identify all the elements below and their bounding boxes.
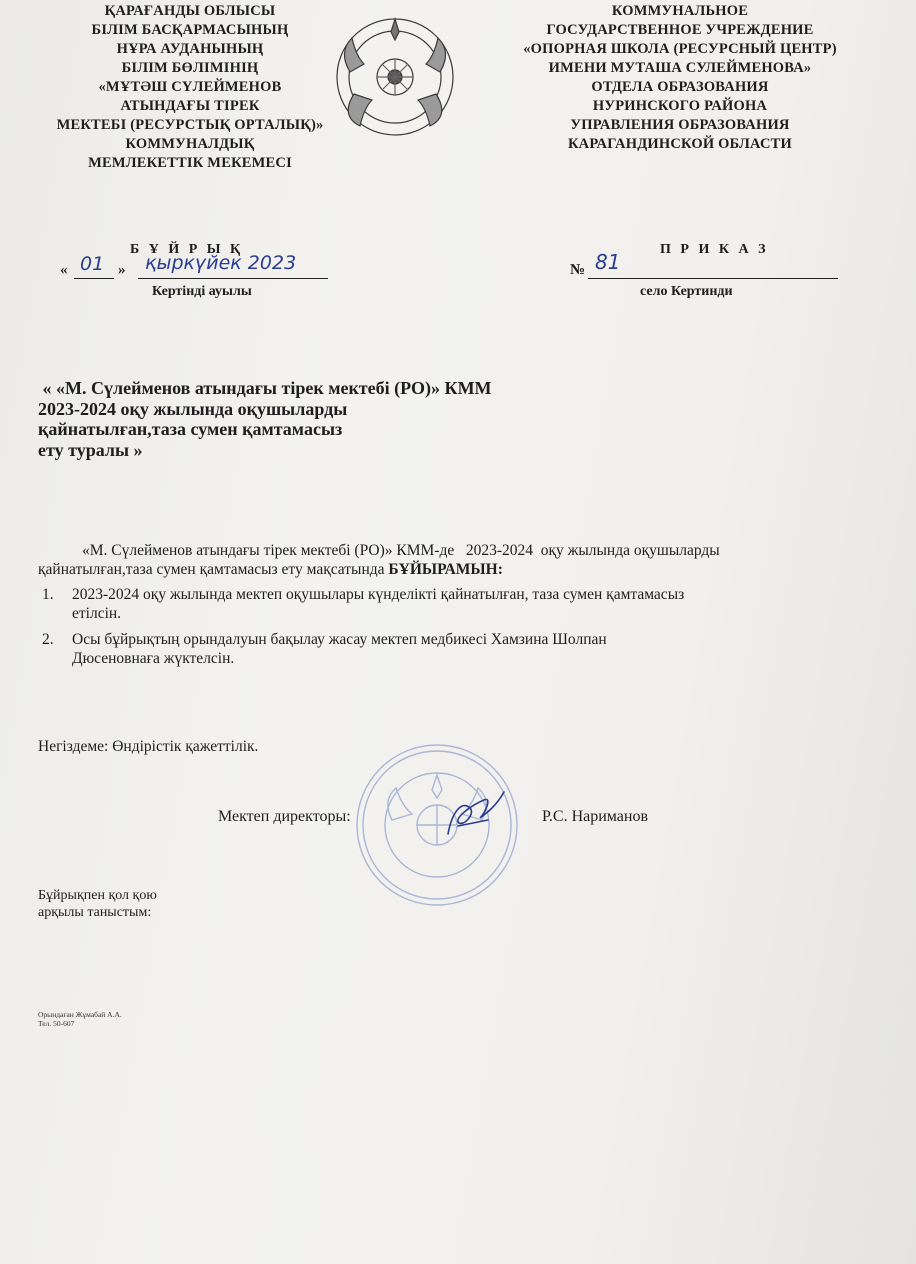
header-left-line: БІЛІМ БАСҚАРМАСЫНЫҢ <box>91 22 289 38</box>
header-right-line: ИМЕНИ МУТАША СУЛЕЙМЕНОВА» <box>548 60 812 76</box>
signature-name: Р.С. Нариманов <box>542 808 649 825</box>
header-left-line: МЕМЛЕКЕТТІК МЕКЕМЕСІ <box>88 155 292 171</box>
order-word: БҰЙЫРАМЫН: <box>388 561 503 578</box>
header-right-line: УПРАВЛЕНИЯ ОБРАЗОВАНИЯ <box>570 117 790 133</box>
body-intro-line2 <box>38 560 868 579</box>
date-month-year-handwritten: қыркүйек 2023 <box>145 252 297 274</box>
header-left-line: «МҰТӘШ СҮЛЕЙМЕНОВ <box>98 79 282 95</box>
title-line: ету туралы » <box>38 439 143 460</box>
header-left-line: МЕКТЕБІ (РЕСУРСТЫҚ ОРТАЛЫҚ)» <box>56 117 324 133</box>
header-right-line: КАРАГАНДИНСКОЙ ОБЛАСТИ <box>567 136 793 152</box>
order-item-number: 2. <box>42 631 54 648</box>
order-title <box>38 378 638 460</box>
order-label-ru: П Р И К А З <box>660 242 769 257</box>
performer-phone: Тел. 50-607 <box>38 1019 75 1028</box>
title-line: 2023-2024 оқу жылында оқушыларды <box>38 398 348 419</box>
date-day-underline <box>74 278 114 279</box>
header-left-line: ҚАРАҒАНДЫ ОБЛЫСЫ <box>104 3 276 19</box>
order-item-number: 1. <box>42 586 54 603</box>
handwritten-signature-icon <box>418 782 528 842</box>
signature-position: Мектеп директоры: <box>218 808 351 825</box>
order-item-line: Дюсеновнаға жүктелсін. <box>72 650 235 667</box>
place-kz: Кертінді ауылы <box>152 284 252 299</box>
date-day-handwritten: 01 <box>80 253 105 275</box>
body-intro: «М. Сүлейменов атындағы тірек мектебі (РО)» КММ-де 2023-2024 оқу жылында оқушыларды <box>82 542 720 559</box>
basis-text: Негіздеме: Өндірістік қажеттілік. <box>38 738 259 755</box>
date-quote-close: » <box>118 262 126 278</box>
order-label-kz: Б Ұ Й Р Ы Қ <box>130 242 244 257</box>
title-line: қайнатылған,таза сумен қамтамасыз <box>38 419 343 439</box>
state-emblem-icon <box>330 12 460 142</box>
header-right-line: ОТДЕЛА ОБРАЗОВАНИЯ <box>591 79 769 95</box>
acknowledgement-line: Бұйрықпен қол қою <box>38 888 157 903</box>
order-item <box>42 630 862 668</box>
header-left-line: АТЫНДАҒЫ ТІРЕК <box>120 98 260 114</box>
order-item <box>42 585 862 623</box>
header-left-line: КОММУНАЛДЫҚ <box>125 136 255 152</box>
header-right-line: КОММУНАЛЬНОЕ <box>611 3 749 19</box>
body-intro-line2-text: қайнатылған,таза сумен қамтамасыз ету мақсатында <box>38 561 389 578</box>
title-line: « «М. Сүлейменов атындағы тірек мектебі (РО)» КММ <box>38 378 492 398</box>
acknowledgement-line: арқылы таныстым: <box>38 905 152 920</box>
order-number-sign: № <box>570 262 586 278</box>
header-right-ru <box>470 2 890 154</box>
performer-info <box>38 1010 122 1028</box>
order-item-line: 2023-2024 оқу жылында мектеп оқушылары күнделікті қайнатылған, таза сумен қамтамасыз <box>72 586 685 603</box>
place-ru: село Кертинди <box>640 284 733 299</box>
header-right-line: «ОПОРНАЯ ШКОЛА (РЕСУРСНЫЙ ЦЕНТР) <box>523 41 837 57</box>
header-right-line: ГОСУДАРСТВЕННОЕ УЧРЕЖДЕНИЕ <box>546 22 814 38</box>
order-number-handwritten: 81 <box>595 250 621 274</box>
order-item-line: Осы бұйрықтың орындалуын бақылау жасау мектеп медбикесі Хамзина Шолпан <box>72 631 607 648</box>
order-item-line: етілсін. <box>72 605 122 622</box>
performer-line: Орындаған Жұмабай А.А. <box>38 1010 122 1019</box>
header-left-kz <box>30 2 350 173</box>
header-right-line: НУРИНСКОГО РАЙОНА <box>592 98 768 114</box>
order-number-underline <box>588 278 838 279</box>
date-quote-open: « <box>60 262 68 278</box>
header-left-line: НҰРА АУДАНЫНЫҢ <box>116 41 264 57</box>
header-left-line: БІЛІМ БӨЛІМІНІҢ <box>121 60 259 76</box>
date-month-underline <box>138 278 328 279</box>
acknowledgement <box>38 887 157 921</box>
